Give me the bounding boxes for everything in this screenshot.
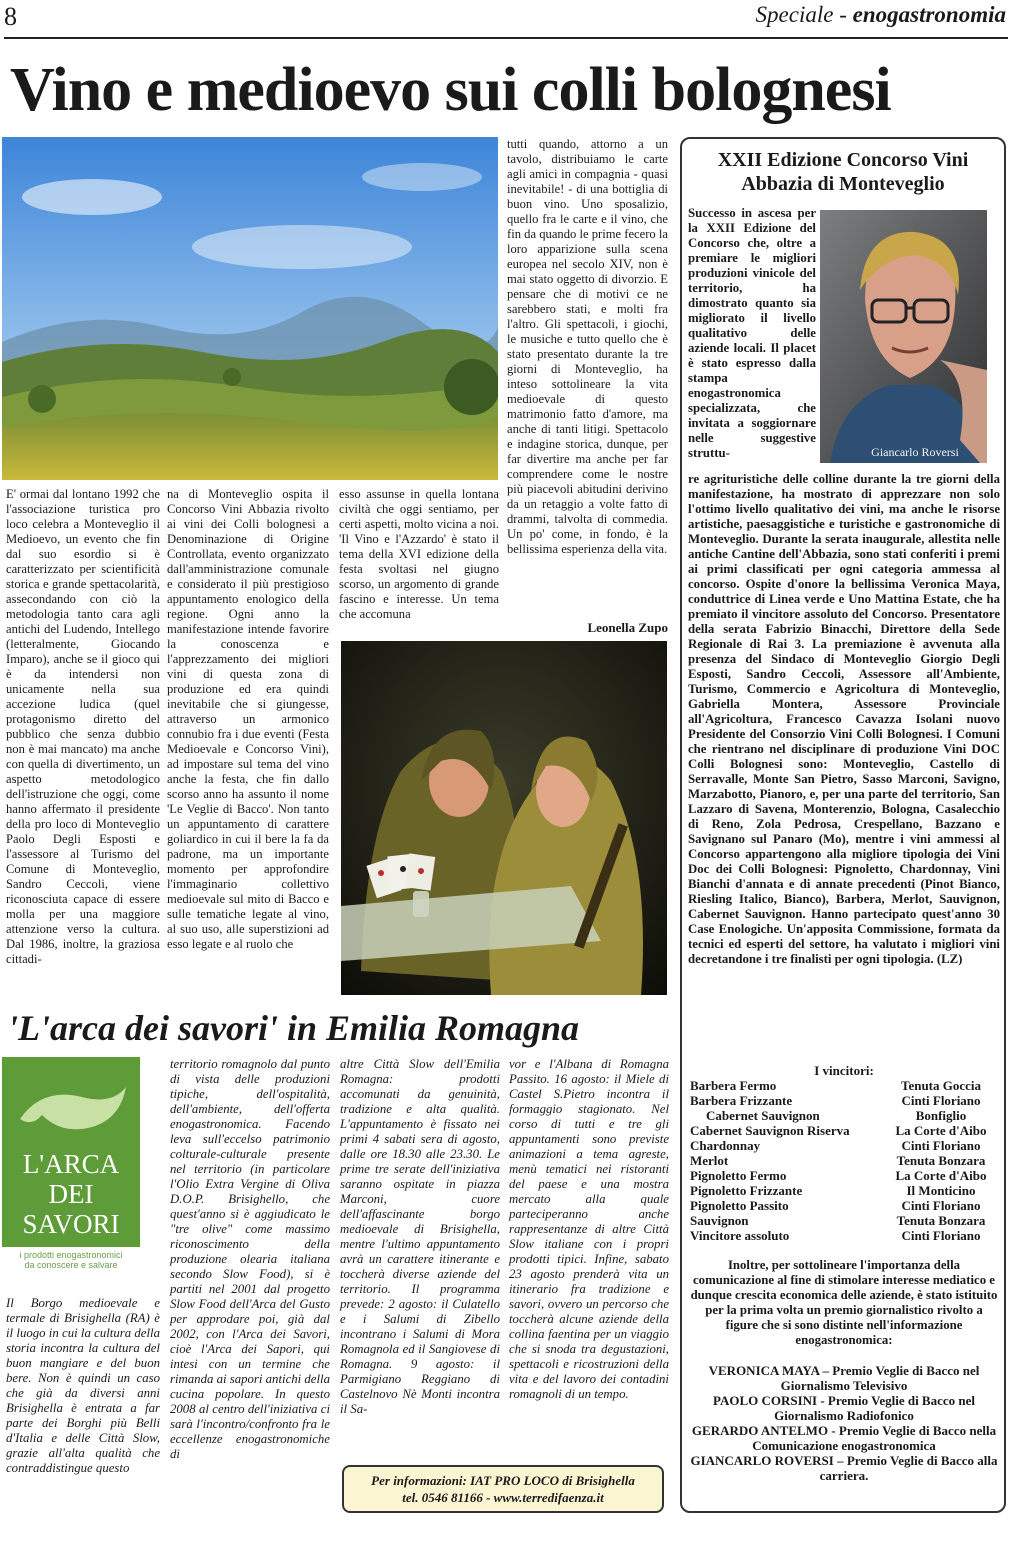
- winner-wine: Pignoletto Frizzante: [690, 1183, 803, 1198]
- winner-producer: Cinti Floriano: [901, 1198, 981, 1213]
- headline: Vino e medioevo sui colli bolognesi: [10, 56, 891, 124]
- awards-list: [688, 1363, 1000, 1483]
- article-text: na di Monteveglio ospita il Concorso Vini Abbazia rivolto ai vini dei Colli bolognesi a Denominazione di Origine Controllata, evento organizzato dall'amministrazione comunale e considerato il più prestigioso appuntamento enologico della regione. Ogni anno la manifestazione intende favorire la conoscenza e l'apprezzamento dei migliori vini di questa zona di produzione ed era quindi inevitabile che si giungesse, attraverso un armonico connubio fra i due eventi (Festa Medioevale e Concorso Vini), ad impostare sul tema del vino anche la festa, che fin dallo scorso anno ha assunto il nome 'Le Veglie di Bacco'. Non tanto un appuntamento di carattere goliardico in cui il bere la fa da padrone, ma un importante momento per approfondire l'immaginario collettivo medioevale sul mito di Bacco e sulle tematiche legate al vino, al suo uso, alle superstizioni ad esso legate e al ruolo che: [167, 487, 329, 951]
- article-text: E' ormai dal lontano 1992 che l'associazione turistica pro loco celebra a Monteveglio il Medioevo, un evento che fin dal suo esordio si è caratterizzato per scientificità storica e grande spettacolarità, assecondando con ciò la metodologia tanto cara agli antichi del Ludendo, Intellego (letteralmente, Giocando Imparo), anche se il gioco qui è da intendersi non unicamente nella sua accezione ludica (quel protagonismo diretto del pubblico che senza dubbio non è mai mancato) ma anche con quella di divertimento, un aspetto metodologico dell'istruzione che oggi, come hanno affermato il presidente della pro loco di Monteveglio Paolo Degli Esposti e l'assessore al Turismo del Comune di Monteveglio, Sandro Ceccoli, viene riconosciuta capace di essere molla per una maggiore attenzione verso la cultura. Dal 1986, inoltre, la graziosa cittadi-: [6, 487, 160, 966]
- article-text: Il Borgo medioevale e termale di Brisighella (RA) è il luogo in cui la cultura della storia incontra la cultura del buon mangiare e del buon bere. Non è quindi un caso che già da diversi anni Brisighella è entrata a far parte dei Borghi più Belli d'Italia e delle Città Slow, grazie all'alta qualità che contraddistingue questo: [6, 1296, 160, 1475]
- landscape-photo: [2, 137, 498, 480]
- logo-line2: DEI: [48, 1179, 94, 1209]
- winner-producer: Cinti Floriano: [901, 1093, 981, 1108]
- award-item: GIANCARLO ROVERSI – Premio Veglie di Bacco alla carriera.: [690, 1453, 998, 1483]
- monks-painting: [341, 641, 667, 995]
- article-text: tutti quando, attorno a un tavolo, distribuiamo le carte agli amici in compagnia - quasi inevitabile! - di una bottiglia di buon vino. Uno sposalizio, quello fra le carte e il vino, che fin da quando le prime fecero la loro apparizione sulla scena europea nel secolo XIV, non è mai stato oggetto di divorzio. E pensare che di motivi ce ne sarebbero stati, e molti fra l'altro. Gli spettacoli, i giochi, le musiche e tutto quello che è stato presentato durante la tre giorni di Monteveglio, ha inteso sottolineare la vita medioevale di questo matrimonio fatto d'amore, ma anche di tanti litigi. Spettacolo e indagine storica, dunque, per far divertire ma anche per far comprendere come le nostre più piacevoli abitudini derivino da un retaggio a volte fatto di drammi, talvolta di commedia. Un po' come, in fondo, è la bellissima esperienza della vita.: [507, 137, 668, 556]
- article-text: territorio romagnolo dal punto di vista delle produzioni tipiche, dell'ospitalità, dell'ambiente, dell'offerta enogastronomica. Facendo leva sull'eccelso patrimonio colturale-culturale presente nel territorio (in particolare l'Olio Extra Vergine di Oliva D.O.P. Brisighello, che quest'anno si è aggiudicato le "tre olive" come massimo riconoscimento della produzione olearia italiana secondo Slow Food), si è partiti nel 2001 dal progetto Slow Food dell'Arca del Gusto per approdare poi, già dal 2002, con l'Arca dei Savori, cioè l'Arca dei Sapori, qui intesi con un termine che rimanda ai sapori antichi della cucina popolare. In questo 2008 al centro dell'iniziativa ci sarà l'incontro/confronto fra le eccellenze enogastronomiche di: [170, 1057, 330, 1461]
- portrait-caption: Giancarlo Roversi: [871, 445, 959, 459]
- article-text: vor e l'Albana di Romagna Passito. 16 agosto: il Miele di Castel S.Pietro incontra il formaggio stagionato. Nel corso di tutti e tre gli appuntamenti sono previste animazioni a tema agreste, menù tematici nei ristoranti del paese e una mostra mercato alla quale parteciperanno anche rappresentanze di altre Città Slow italiane con i propri prodotti tipici. Infine, sabato 23 agosto prenderà vita un itinerario fra tradizione e savori, ovvero un percorso che toccherà alcune aziende della collina faentina per un viaggio che si snoda tra degustazioni, spettacoli e ricostruzioni della vita e del lavoro dei contadini romagnoli di un tempo.: [509, 1057, 669, 1401]
- winner-wine: Cabernet Sauvignon: [706, 1108, 820, 1123]
- award-item: VERONICA MAYA – Premio Veglie di Bacco nel Giornalismo Televisivo: [708, 1363, 980, 1393]
- page-number: 8: [4, 2, 17, 31]
- sidebar-lead: [688, 206, 816, 461]
- author-signature: Leonella Zupo: [587, 620, 668, 635]
- portrait-photo: [820, 210, 987, 463]
- awards-intro: [688, 1258, 1000, 1348]
- winner-producer: La Corte d'Aibo: [895, 1123, 987, 1138]
- sidebar-title: XXII Edizione Concorso Vini Abbazia di Monteveglio: [717, 149, 969, 195]
- winner-producer: Bonfiglio: [915, 1108, 967, 1123]
- winner-row: [690, 1198, 998, 1213]
- sidebar-body: [688, 472, 1000, 967]
- second-column-4: [509, 1057, 669, 1402]
- winner-producer: Tenuta Goccia: [900, 1078, 982, 1093]
- winner-producer: Tenuta Bonzara: [896, 1153, 986, 1168]
- info-box: [342, 1465, 664, 1513]
- winner-producer: Cinti Floriano: [901, 1228, 981, 1243]
- winner-row: [690, 1183, 998, 1198]
- winner-row: [690, 1138, 998, 1153]
- logo-line3: SAVORI: [22, 1209, 120, 1239]
- second-column-2: [170, 1057, 330, 1462]
- logo-tagline1: i prodotti enogastronomici: [19, 1250, 123, 1260]
- winner-producer: Tenuta Bonzara: [896, 1213, 986, 1228]
- info-line-2[interactable]: tel. 0546 81166 - www.terredifaenza.it: [402, 1490, 604, 1505]
- winner-row: [690, 1123, 998, 1138]
- winner-producer: Cinti Floriano: [901, 1138, 981, 1153]
- winner-wine: Cabernet Sauvignon Riserva: [690, 1123, 850, 1138]
- second-column-1: [6, 1296, 160, 1476]
- section-header: [756, 2, 1006, 28]
- awards-intro-text: Inoltre, per sottolineare l'importanza della comunicazione al fine di stimolare interesse mediatico e dunque crescita economica delle aziende, è stato istituito per la prima volta un premio giornalistico rivolto a figure che si sono distinte nell'informazione enogastronomica:: [690, 1258, 998, 1347]
- logo-line1: L'ARCA: [22, 1149, 120, 1179]
- section-prefix: Speciale -: [755, 2, 853, 27]
- article-text: altre Città Slow dell'Emilia Romagna: prodotti accomunati da genuinità, tradizione e alta qualità. L'appuntamento è fissato nei primi 4 sabati sera di agosto, dalle ore 18.30 alle 23.30. Le prime tre serate dell'iniziativa saranno ospitate in piazza Marconi, cuore dell'affascinante borgo medioevale di Brisighella, mentre l'ultimo appuntamento avrà un carattere itinerante e toccherà diverse aziende del territorio. Il programma prevede: 2 agosto: il Culatello e i Salumi di Zibello incontrano i Salumi di Mora Romagnola ed il Sangiovese di Romagna. 9 agosto: il Parmigiano Reggiano di Castelnovo Nè Monti incontra il Sa-: [340, 1057, 500, 1416]
- winner-wine: Vincitore assoluto: [690, 1228, 790, 1243]
- winners-title: I vincitori:: [814, 1063, 874, 1078]
- second-headline: 'L'arca dei savori' in Emilia Romagna: [8, 1008, 580, 1048]
- winner-wine: Chardonnay: [690, 1138, 761, 1153]
- winners-list: [690, 1078, 998, 1243]
- article-column-right-top: [507, 137, 668, 557]
- info-line-1: Per informazioni: IAT PRO LOCO di Brisighella: [371, 1473, 635, 1488]
- sidebar-lead-text: Successo in ascesa per la XXII Edizione del Concorso che, oltre a premiare le migliori produzioni vinicole del territorio, ha dimostrato quanto sia migliorato il livello qualitativo delle aziende locali. Il placet è stato espresso dalla stampa enogastronomica specializzata, che invitata a soggiornare nelle suggestive struttu-: [688, 206, 816, 460]
- arca-dei-savori-logo: [2, 1057, 140, 1270]
- winner-producer: La Corte d'Aibo: [895, 1168, 987, 1183]
- winner-producer: Il Monticino: [906, 1183, 976, 1198]
- winner-row: [690, 1213, 998, 1228]
- award-item: PAOLO CORSINI - Premio Veglie di Bacco nel Giornalismo Radiofonico: [712, 1393, 976, 1423]
- winner-row: [690, 1168, 998, 1183]
- winner-wine: Barbera Fermo: [690, 1078, 777, 1093]
- winner-row: [690, 1153, 998, 1168]
- winner-row: [690, 1078, 998, 1093]
- winner-wine: Barbera Frizzante: [690, 1093, 793, 1108]
- article-column-3: [339, 487, 499, 622]
- article-text: esso assunse in quella lontana civiltà che oggi sentiamo, per certi aspetti, molto vicina a noi. 'Il Vino e l'Azzardo' è stato il tema della XVI edizione della festa svoltasi nel giugno scorso, un argomento di grande fascino e interesse. Un tema che accomuna: [339, 487, 499, 621]
- winner-wine: Pignoletto Fermo: [690, 1168, 787, 1183]
- logo-tagline2: da conoscere e salvare: [24, 1260, 118, 1270]
- winner-wine: Sauvignon: [690, 1213, 749, 1228]
- winner-row: [690, 1108, 998, 1123]
- winner-row: [690, 1093, 998, 1108]
- second-column-3: [340, 1057, 500, 1417]
- winner-wine: Merlot: [690, 1153, 729, 1168]
- top-rule: [4, 37, 1008, 39]
- section-name: enogastronomia: [852, 2, 1006, 27]
- award-item: GERARDO ANTELMO - Premio Veglie di Bacco nella Comunicazione enogastronomica: [691, 1423, 997, 1453]
- winner-wine: Pignoletto Passito: [690, 1198, 789, 1213]
- article-column-2: [167, 487, 329, 952]
- sidebar-body-text: re agrituristiche delle colline durante la tre giorni della manifestazione, ha mostrato di apprezzare non solo l'ottimo livello qualitativo dei vini, ma anche le risorse artistiche, paesaggistiche e turistiche e gastronomiche di Monteveglio. Durante la serata inaugurale, allestita nelle antiche Cantine dell'Abbazia, sono stati conferiti i premi ai primi classificati per ogni categoria ammessa al concorso. Ospite d'onore la bellissima Veronica Maya, conduttrice di Linea verde e Uno Mattina Estate, che ha premiato il vincitore assoluto del Concorso. Presentatore della serata Fabrizio Binacchi, Direttore della Sede Regionale di Rai 3. La premiazione è avvenuta alla presenza del Sindaco di Monteveglio Giorgio Degli Esposti, Sandro Ceccoli, Assessore all'Ambiente, Turismo, Commercio e Agricoltura di Monteveglio, Gabriella Montera, Assessore Provinciale all'Agricoltura, Francesco Cavazza Isolani nuovo Presidente del Consorzio Vini Colli Bolognesi. I Comuni che rientrano nel disciplinare di produzione Vini DOC Colli Bolognesi sono: Monteveglio, Castello di Serravalle, Monte San Pietro, Sasso Marconi, Savigno, Marzabotto, Pianoro, e, per una parte del territorio, San Lazzaro di Savena, Monterenzio, Bologna, Casalecchio di Reno, Zola Pedrosa, Crespellano, Bazzano e Savignano sul Panaro (Mo), mentre i vini ammessi al Concorso appartengono alla migliore tipologia dei Vini Doc dei Colli Bolognesi: Pignoletto, Chardonnay, Vini Bianchi d'annata e di annate precedenti (Pinot Bianco, Riesling Italico, Bianco), Barbera, Merlot, Sauvignon, Cabernet Sauvignon. Hanno partecipato quest'anno 30 Case Enologiche. Un'apposita Commissione, formata da tecnici ed esperti del settore, ha valutato i migliori vini decretandone i tre finalisti per ogni tipologia. (LZ): [688, 472, 1000, 966]
- winner-row: [690, 1228, 998, 1243]
- article-column-1: [6, 487, 160, 967]
